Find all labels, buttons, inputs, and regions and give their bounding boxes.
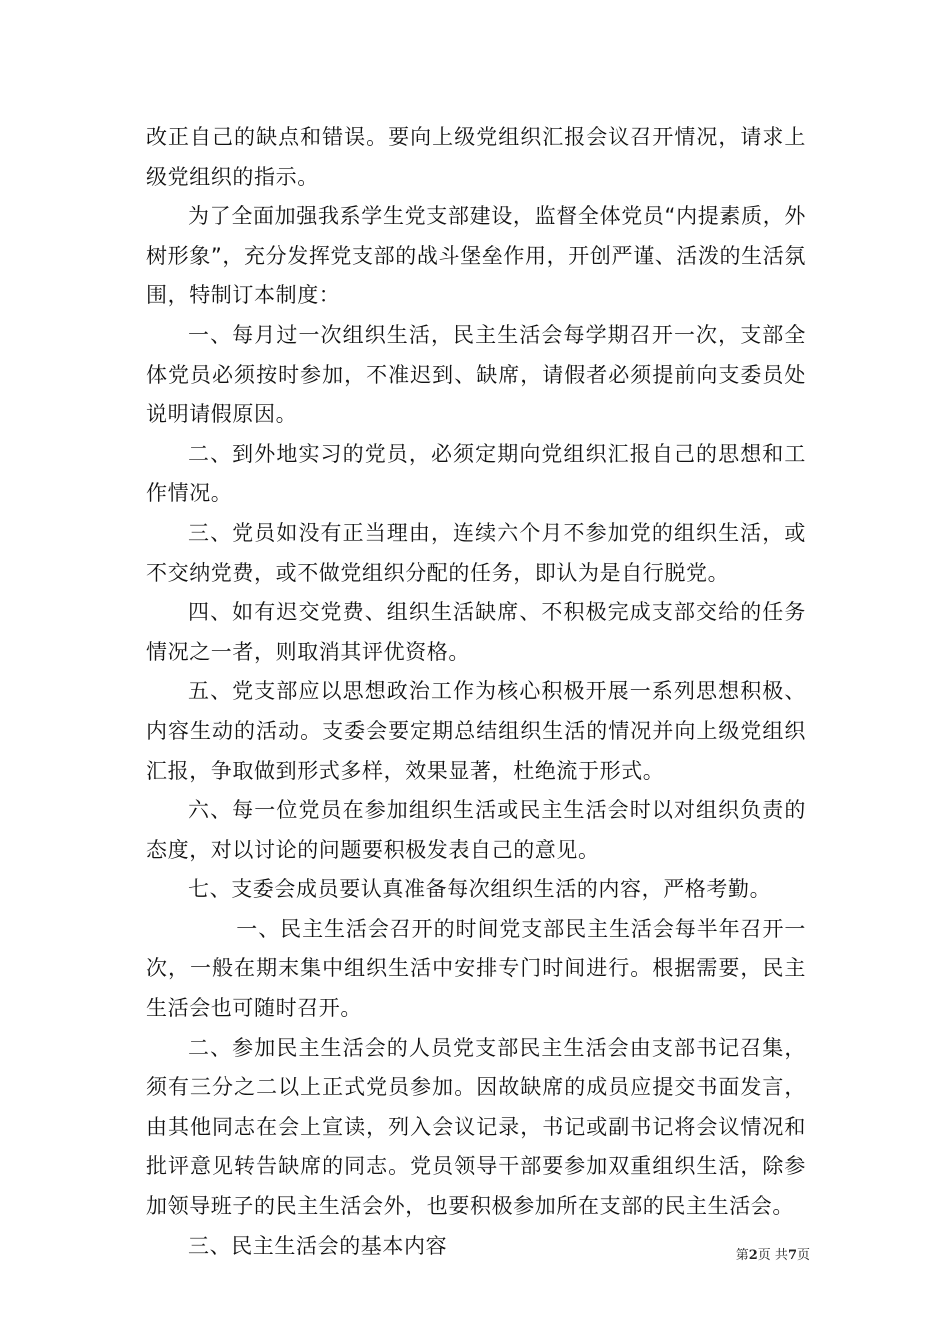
paragraph-rule-4: 四、如有迟交党费、组织生活缺席、不积极完成支部交给的任务情况之一者，则取消其评优资格。 [146,600,806,664]
footer-current-page: 2 [748,1248,758,1263]
footer-suffix: 页 [796,1248,810,1263]
page-number-footer [700,1244,810,1263]
footer-total-pages: 7 [787,1248,797,1263]
paragraph-rule-2: 二、到外地实习的党员，必须定期向党组织汇报自己的思想和工作情况。 [146,441,806,506]
paragraph-rule-3: 三、党员如没有正当理由，连续六个月不参加党的组织生活，或不交纳党费，或不做党组织分配的任务，即认为是自行脱党。 [146,520,806,585]
footer-middle: 页 共 [757,1248,788,1263]
paragraph-rule-1: 一、每月过一次组织生活，民主生活会每学期召开一次，支部全体党员必须按时参加，不准迟到、缺席，请假者必须提前向支委员处说明请假原因。 [146,322,806,427]
paragraph-intro: 为了全面加强我系学生党支部建设，监督全体党员“内提素质，外树形象”，充分发挥党支部的战斗堡垒作用，开创严谨、活泼的生活氛围，特制订本制度： [146,204,806,308]
paragraph-meeting-time: 一、民主生活会召开的时间党支部民主生活会每半年召开一次，一般在期末集中组织生活中安排专门时间进行。根据需要，民主生活会也可随时召开。 [146,916,806,1021]
paragraph-rule-6: 六、每一位党员在参加组织生活或民主生活会时以对组织负责的态度，对以讨论的问题要积极发表自己的意见。 [146,798,806,862]
paragraph-rule-5: 五、党支部应以思想政治工作为核心积极开展一系列思想积极、内容生动的活动。支委会要定期总结组织生活的情况并向上级党组织汇报，争取做到形式多样，效果显著，杜绝流于形式。 [146,679,806,783]
paragraph-meeting-attendees: 二、参加民主生活会的人员党支部民主生活会由支部书记召集，须有三分之二以上正式党员参加。因故缺席的成员应提交书面发言，由其他同志在会上宣读，列入会议记录，书记或副书记将会议情况和批评意见转告缺席的同志。党员领导干部要参加双重组织生活，除参加领导班子的民主生活会外，也要积极参加所在支部的民主生活会。 [146,1035,806,1219]
paragraph-meeting-content-heading: 三、民主生活会的基本内容 [188,1233,448,1258]
document-body [146,118,806,1266]
paragraph-continuation: 改正自己的缺点和错误。要向上级党组织汇报会议召开情况，请求上级党组织的指示。 [146,125,806,189]
paragraph-rule-7: 七、支委会成员要认真准备每次组织生活的内容，严格考勤。 [188,877,772,902]
footer-prefix: 第 [735,1248,749,1263]
